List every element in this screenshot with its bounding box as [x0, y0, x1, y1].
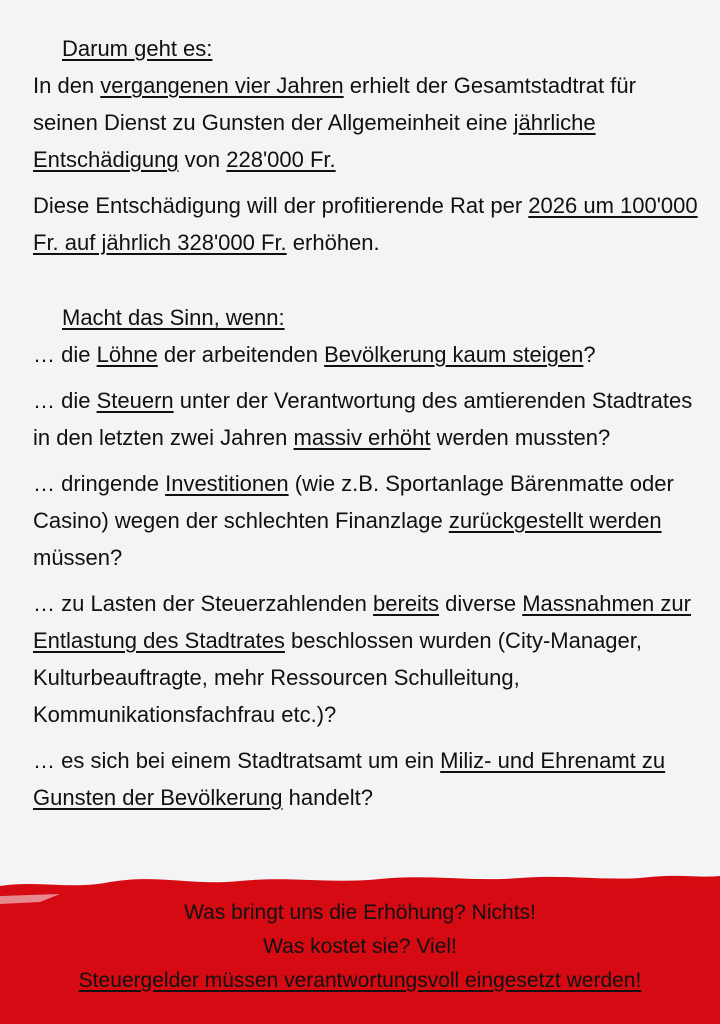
- paragraph-past-compensation: In den vergangenen vier Jahren erhielt der Gesamtstadtrat für seinen Dienst zu Gunsten der Allgemeinheit eine jährliche Entschädigung von 228'000 Fr.: [33, 73, 636, 172]
- underline-population-wages: Bevölkerung kaum steigen: [324, 342, 584, 367]
- article-body: [33, 30, 703, 816]
- underline-relief-measures: Massnahmen zur Entlastung des Stadtrates: [33, 591, 691, 653]
- underline-annual-compensation: jährliche Entschädigung: [33, 110, 596, 172]
- underline-wages: Löhne: [96, 342, 158, 367]
- heading-darum-geht-es: Darum geht es:: [62, 36, 213, 61]
- question-wages: … die Löhne der arbeitenden Bevölkerung kaum steigen?: [33, 342, 596, 367]
- heading-macht-das-sinn: Macht das Sinn, wenn:: [62, 305, 285, 330]
- underline-amount-228000: 228'000 Fr.: [226, 147, 336, 172]
- question-investments: … dringende Investitionen (wie z.B. Sportanlage Bärenmatte oder Casino) wegen der schlechten Finanzlage zurückgestellt werden müssen?: [33, 471, 674, 570]
- underline-investments: Investitionen: [165, 471, 289, 496]
- underline-already: bereits: [373, 591, 440, 616]
- paragraph-increase: Diese Entschädigung will der profitierende Rat per 2026 um 100'000 Fr. auf jährlich 328'000 Fr. erhöhen.: [33, 193, 698, 255]
- underline-honorary-office: Miliz- und Ehrenamt zu Gunsten der Bevölkerung: [33, 748, 666, 810]
- question-taxes: … die Steuern unter der Verantwortung des amtierenden Stadtrates in den letzten zwei Jahren massiv erhöht werden mussten?: [33, 388, 693, 450]
- underline-massively-raised: massiv erhöht: [293, 425, 431, 450]
- question-honorary-office: … es sich bei einem Stadtratsamt um ein Miliz- und Ehrenamt zu Gunsten der Bevölkerung handelt?: [33, 748, 666, 810]
- question-measures: … zu Lasten der Steuerzahlenden bereits diverse Massnahmen zur Entlastung des Stadtrates beschlossen wurden (City-Manager, Kulturbeauftragte, mehr Ressourcen Schulleitung, Kommunikationsfachfrau etc.)?: [33, 591, 691, 727]
- underline-postponed: zurückgestellt werden: [448, 508, 662, 533]
- banner-line-cost: Was kostet sie? Viel!: [263, 935, 457, 958]
- banner-line-responsible-use: Steuergelder müssen verantwortungsvoll eingesetzt werden!: [78, 969, 642, 992]
- banner-text-block: [0, 896, 720, 998]
- underline-taxes: Steuern: [96, 388, 174, 413]
- underline-increase-amount: 2026 um 100'000 Fr. auf jährlich 328'000 Fr.: [33, 193, 698, 255]
- underline-past-years: vergangenen vier Jahren: [100, 73, 344, 98]
- banner-line-benefit: Was bringt uns die Erhöhung? Nichts!: [184, 901, 536, 924]
